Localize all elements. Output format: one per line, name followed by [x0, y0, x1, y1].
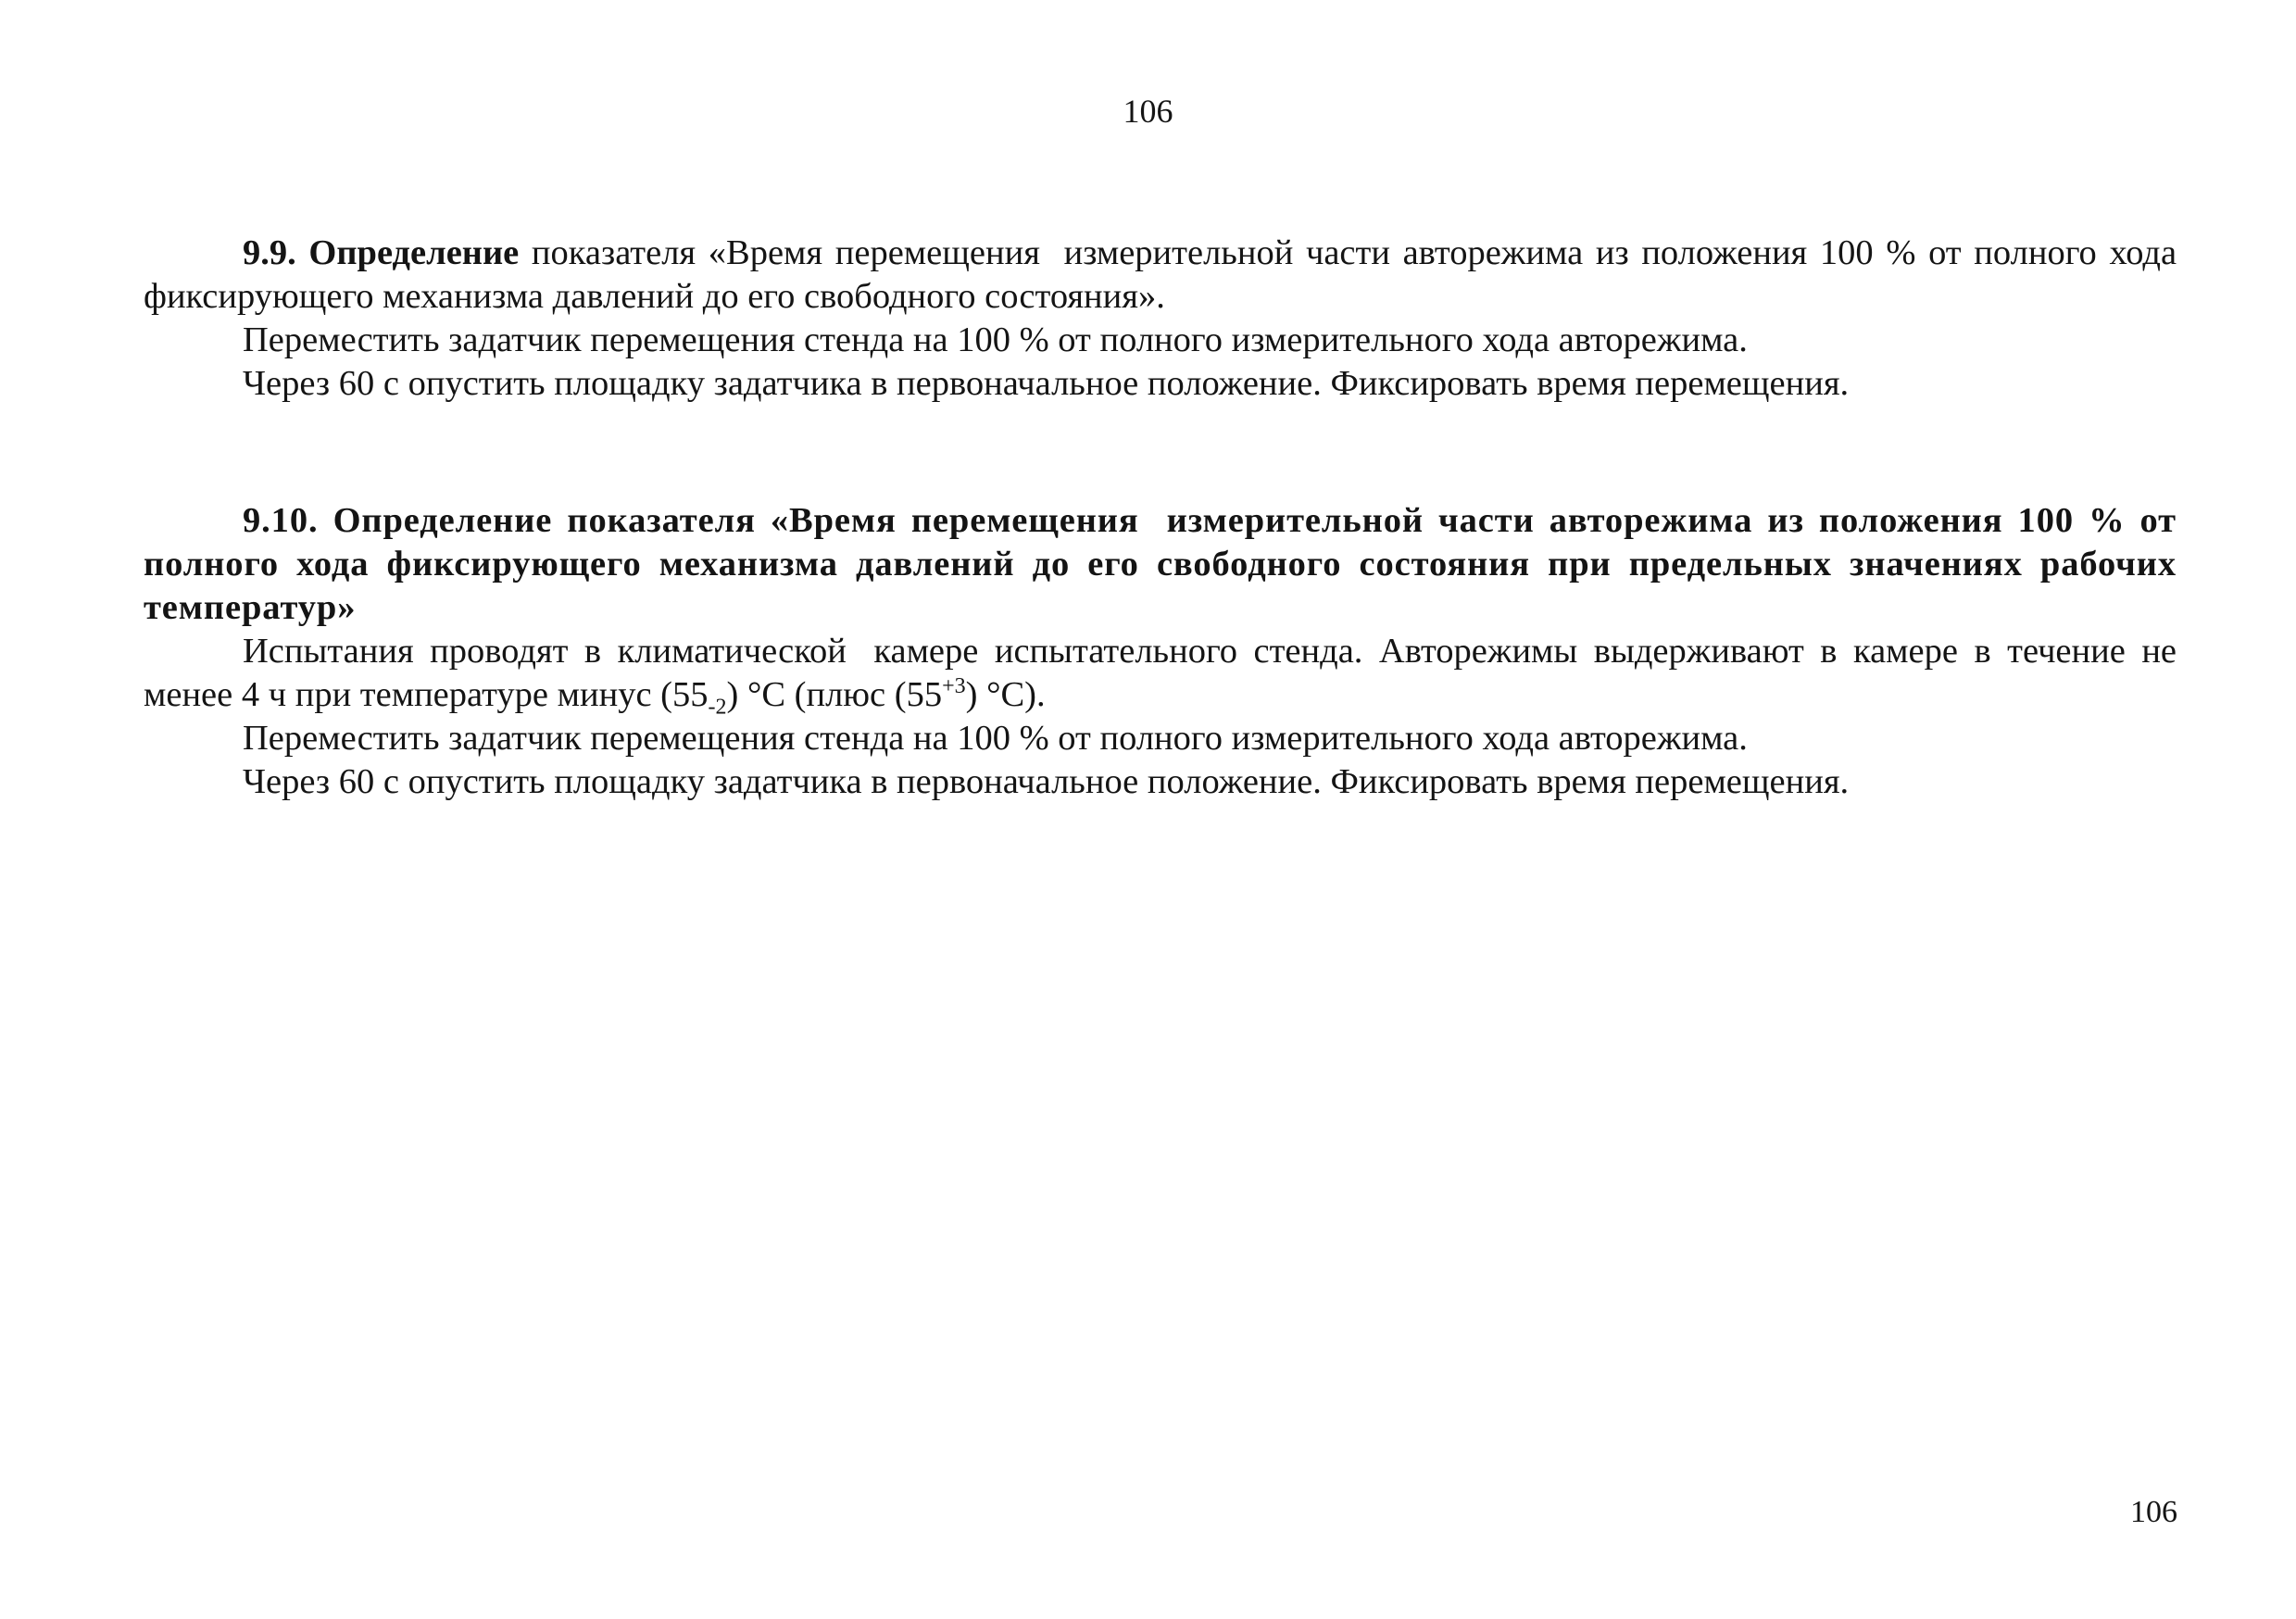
section-9-10-para-3: Через 60 с опустить площадку задатчика в первоначальное положение. Фиксировать время перемещения. — [243, 762, 1850, 801]
section-9-9-heading-text-2: измерительной части авторежима из положения 100 % от полного хода фиксирующего механизма давлений до его свободного состояния». — [144, 233, 2177, 316]
section-9-9-heading-bold: 9.9. Определение — [243, 233, 520, 272]
section-9-10-para-1-part-4: ) °С). — [965, 675, 1046, 714]
page-number-top: 106 — [1123, 93, 1173, 130]
section-9-10-para-1-part-2: камере испытательного стенда. Авторежимы выдерживают в камере в течение не менее 4 ч при температуре минус (55 — [144, 632, 2177, 714]
section-9-9-heading — [144, 232, 2177, 319]
section-9-10-para-1 — [144, 630, 2177, 720]
section-9-9-heading-text: показателя «Время перемещения — [531, 233, 1040, 272]
section-9-9-para-1: Переместить задатчик перемещения стенда на 100 % от полного измерительного хода авторежима. — [243, 320, 1748, 359]
temperature-upper-tolerance: +3 — [942, 674, 966, 699]
section-9-10-para-2: Переместить задатчик перемещения стенда на 100 % от полного измерительного хода авторежима. — [243, 719, 1748, 758]
section-9-9-para-2: Через 60 с опустить площадку задатчика в первоначальное положение. Фиксировать время перемещения. — [243, 364, 1850, 403]
section-9-10-heading — [144, 499, 2177, 630]
page-number-bottom-text: 106 — [2130, 1495, 2177, 1529]
temperature-lower-tolerance: -2 — [708, 695, 727, 720]
section-9-10-heading-part-2: измерительной части авторежима из положения 100 % от полного хода фиксирующего механизма давлений до его свободного состояния при предельных значениях рабочих температур» — [144, 501, 2177, 627]
section-9-10 — [144, 499, 2177, 804]
section-9-9 — [144, 232, 2177, 406]
section-9-10-para-1-part-3: ) °С (плюс (55 — [726, 675, 943, 714]
section-9-10-para-1-part-1: Испытания проводят в климатической — [243, 632, 847, 671]
section-9-10-heading-part-1: 9.10. Определение показателя «Время перемещения — [243, 501, 1139, 540]
page-number-bottom — [2130, 1489, 2186, 1529]
